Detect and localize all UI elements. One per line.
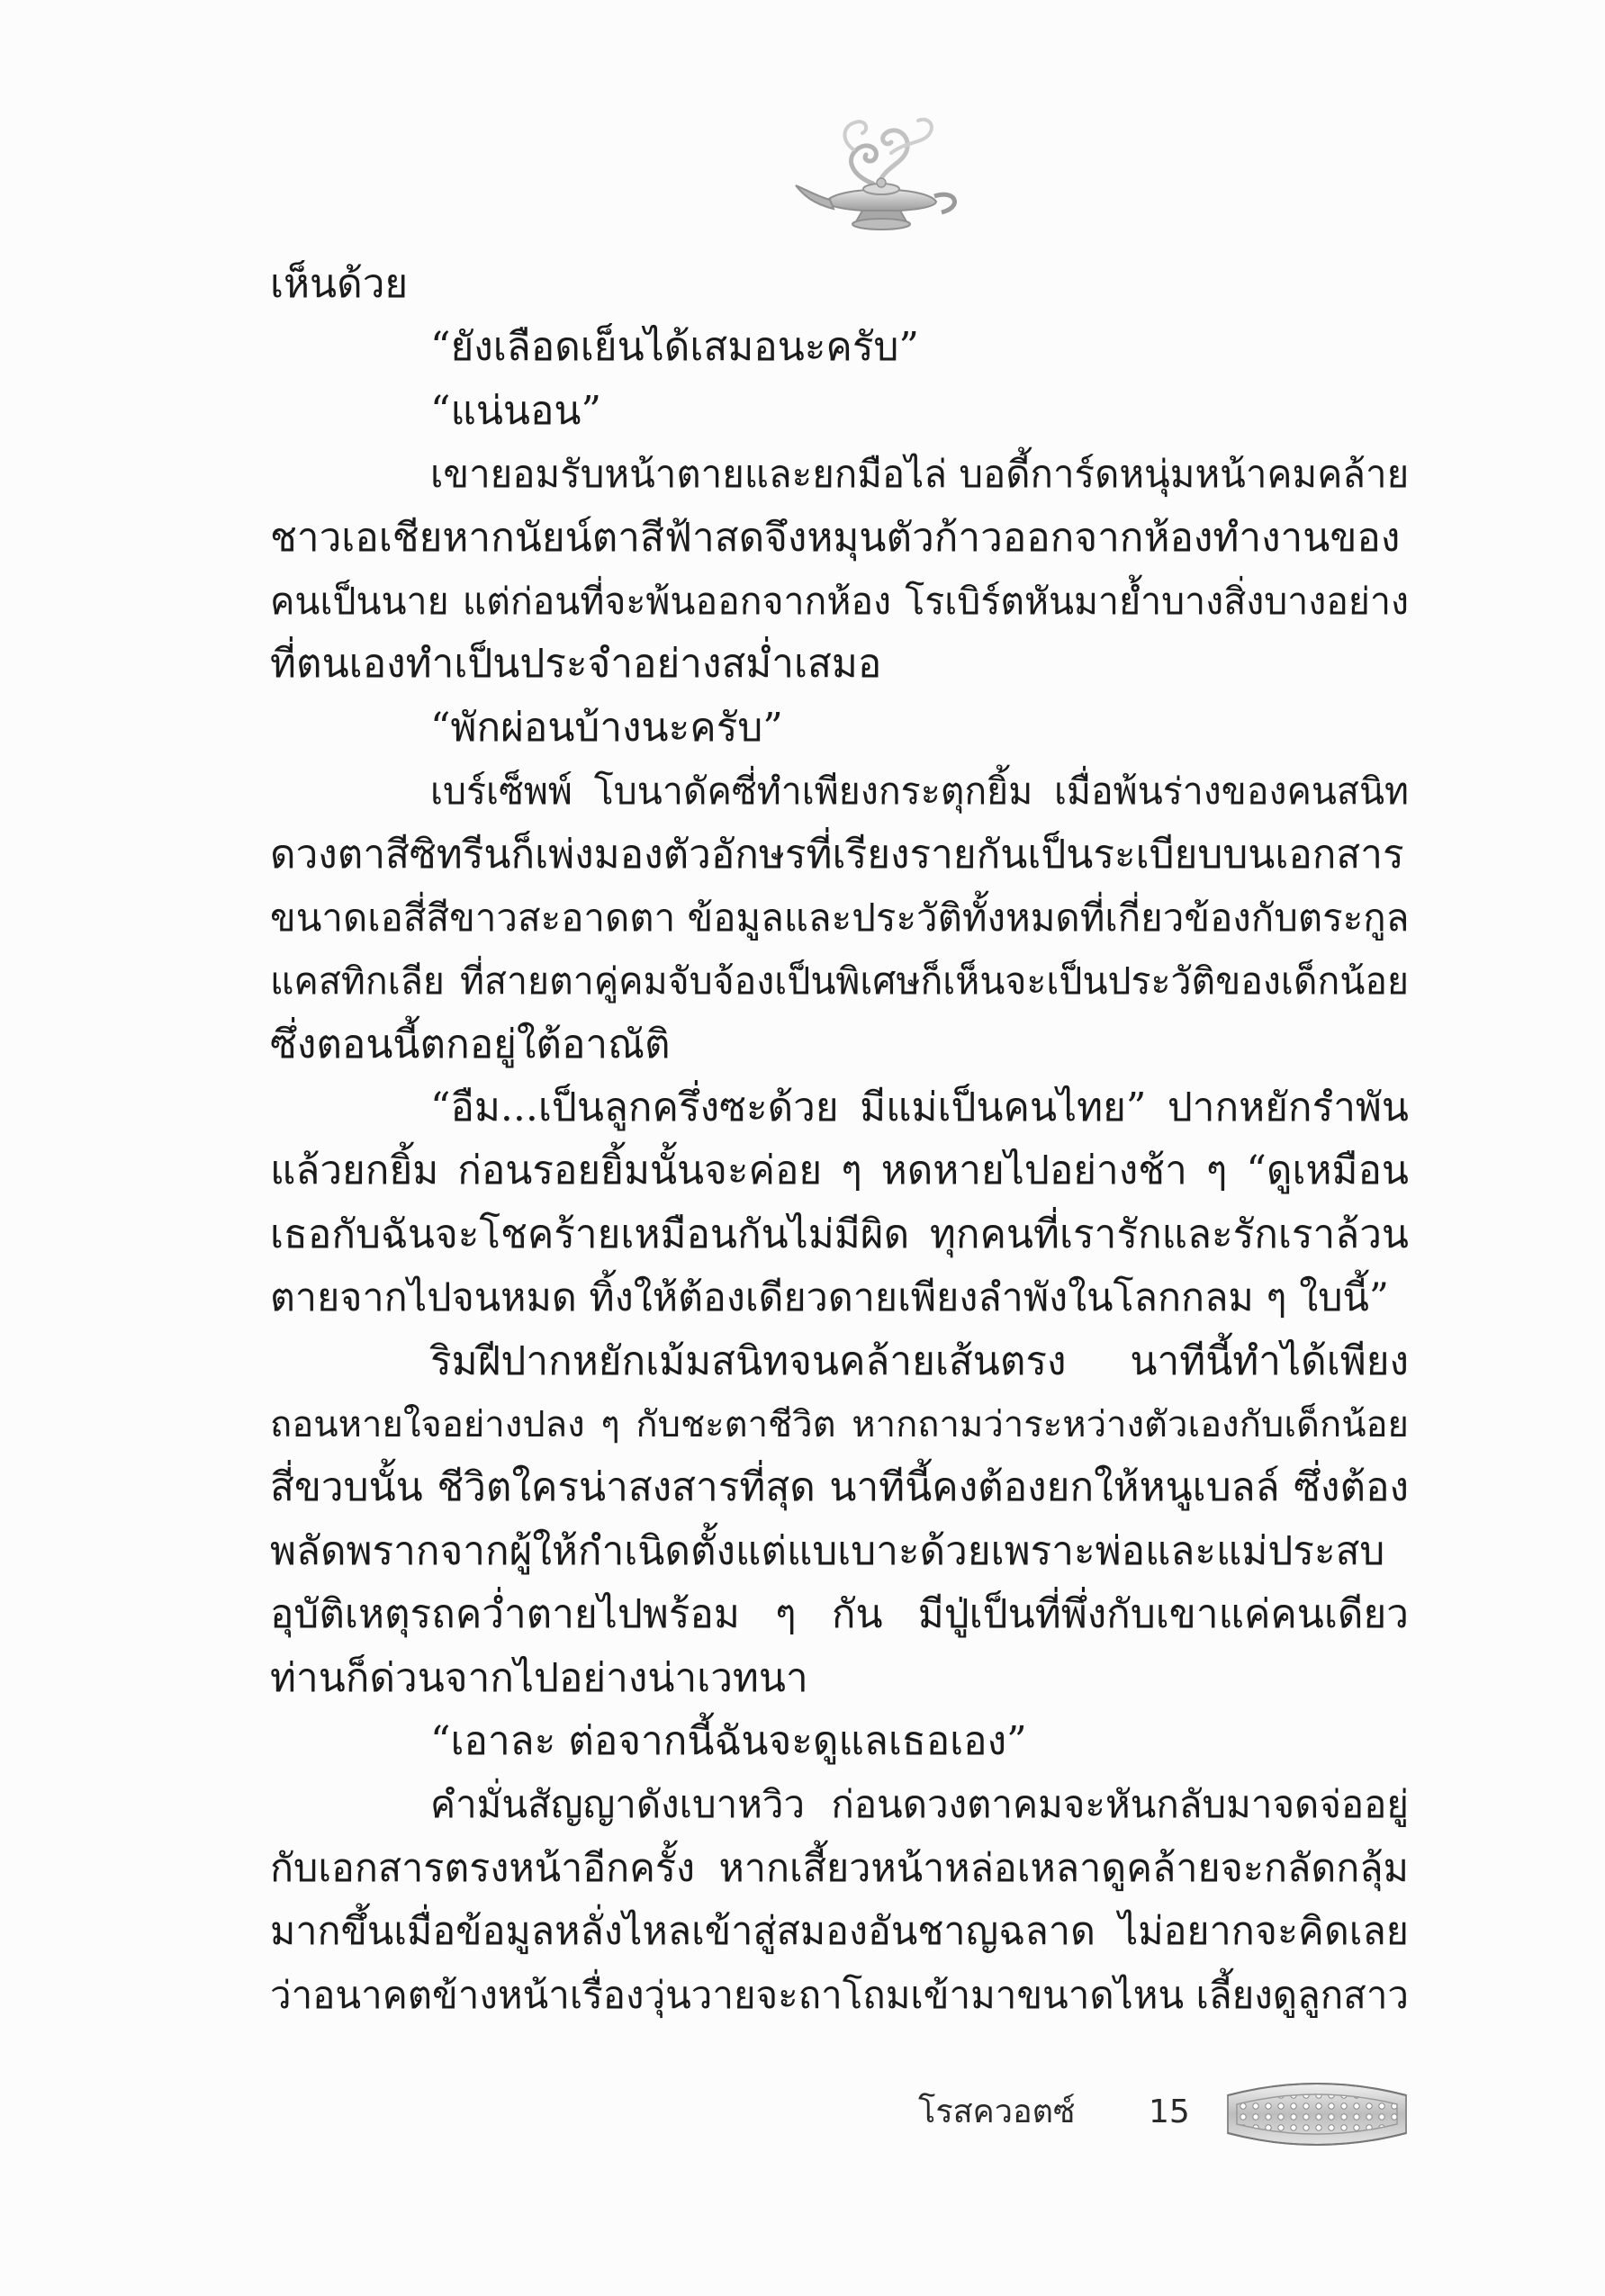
paragraph [270, 1076, 1409, 1330]
paragraph [270, 1773, 1409, 2027]
genie-lamp-icon [790, 113, 975, 236]
paragraph [270, 253, 1409, 316]
paragraph [270, 316, 1409, 379]
text-line: ชาวเอเชียหากนัยน์ตาสีฟ้าสดจึงหมุนตัวก้าวออกจากห้องทำงานของ [270, 514, 1401, 561]
text-line: คำมั่นสัญญาดังเบาหวิว ก่อนดวงตาคมจะหันกลับมาจดจ่ออยู่ [430, 1782, 1409, 1827]
text-line: “เอาละ ต่อจากนี้ฉันจะดูแลเธอเอง” [430, 1717, 1027, 1764]
text-line: สี่ขวบนั้น ชีวิตใครน่าสงสารที่สุด นาทีนี้คงต้องยกให้หนูเบลล์ ซึ่งต้อง [270, 1464, 1409, 1511]
paragraph [270, 380, 1409, 443]
text-line: เห็นด้วย [270, 261, 409, 307]
text-line: ขนาดเอสี่สีขาวสะอาดตา ข้อมูลและประวัติทั้งหมดที่เกี่ยวข้องกับตระกูล [270, 895, 1409, 940]
text-line: อุบัติเหตุรถคว่ำตายไปพร้อม ๆ กัน มีปู่เป็นที่พึ่งกับเขาแค่คนเดียว [270, 1591, 1409, 1638]
text-line: “อืม...เป็นลูกครึ่งซะด้วย มีแม่เป็นคนไทย” ปากหยักรำพัน [430, 1085, 1409, 1131]
text-line: ซึ่งตอนนี้ตกอยู่ใต้อาณัติ [270, 1021, 671, 1067]
text-line: เบร์เซ็พพ์ โบนาดัคซี่ทำเพียงกระตุกยิ้ม เมื่อพ้นร่างของคนสนิท [430, 770, 1409, 814]
text-line: มากขึ้นเมื่อข้อมูลหลั่งไหลเข้าสู่สมองอันชาญฉลาด ไม่อยากจะคิดเลย [270, 1909, 1409, 1955]
text-line: ริมฝีปากหยักเม้มสนิทจนคล้ายเส้นตรง นาทีนี้ทำได้เพียง [430, 1337, 1409, 1384]
text-line: แคสทิกเลีย ที่สายตาคู่คมจับจ้องเป็นพิเศษก็เห็นจะเป็นประวัติของเด็กน้อย [270, 959, 1409, 1004]
paragraph [270, 1710, 1409, 1773]
text-line: ดวงตาสีซิทรีนก็เพ่งมองตัวอักษรที่เรียงรายกันเป็นระเบียบบนเอกสาร [270, 831, 1404, 878]
text-line: ที่ตนเองทำเป็นประจำอย่างสม่ำเสมอ [270, 641, 882, 688]
paragraph [270, 760, 1409, 1076]
ring-band-icon [1224, 2068, 1410, 2158]
text-line: “ยังเลือดเย็นได้เสมอนะครับ” [430, 324, 919, 371]
running-footer-book-title: โรสควอตซ์ [918, 2093, 1076, 2130]
text-line: ถอนหายใจอย่างปลง ๆ กับชะตาชีวิต หากถามว่าระหว่างตัวเองกับเด็กน้อย [270, 1404, 1409, 1446]
body-text [270, 253, 1409, 2027]
text-line: “แน่นอน” [430, 387, 602, 434]
text-line: คนเป็นนาย แต่ก่อนที่จะพ้นออกจากห้อง โรเบิร์ตหันมาย้ำบางสิ่งบางอย่าง [270, 579, 1409, 623]
paragraph [270, 443, 1409, 697]
text-line: พลัดพรากจากผู้ให้กำเนิดตั้งแต่แบเบาะด้วยเพราะพ่อและแม่ประสบ [270, 1527, 1385, 1574]
paragraph [270, 697, 1409, 760]
text-line: “พักผ่อนบ้างนะครับ” [430, 704, 783, 751]
text-line: เธอกับฉันจะโชคร้ายเหมือนกันไม่มีผิด ทุกคนที่เรารักและรักเราล้วน [270, 1211, 1409, 1257]
text-line: ท่านก็ด่วนจากไปอย่างน่าเวทนา [270, 1654, 808, 1701]
text-line: กับเอกสารตรงหน้าอีกครั้ง หากเสี้ยวหน้าหล่อเหลาดูคล้ายจะกลัดกลุ้ม [270, 1845, 1409, 1891]
text-line: แล้วยกยิ้ม ก่อนรอยยิ้มนั้นจะค่อย ๆ หดหายไปอย่างช้า ๆ “ดูเหมือน [270, 1148, 1409, 1194]
page-number: 15 [1149, 2093, 1190, 2130]
text-line: ตายจากไปจนหมด ทิ้งให้ต้องเดียวดายเพียงลำพังในโลกกลม ๆ ใบนี้” [270, 1275, 1389, 1321]
paragraph [270, 1330, 1409, 1710]
text-line: ว่าอนาคตข้างหน้าเรื่องวุ่นวายจะถาโถมเข้ามาขนาดไหน เลี้ยงดูลูกสาว [270, 1972, 1409, 2017]
text-line: เขายอมรับหน้าตายและยกมือไล่ บอดี้การ์ดหนุ่มหน้าคมคล้าย [430, 452, 1409, 497]
